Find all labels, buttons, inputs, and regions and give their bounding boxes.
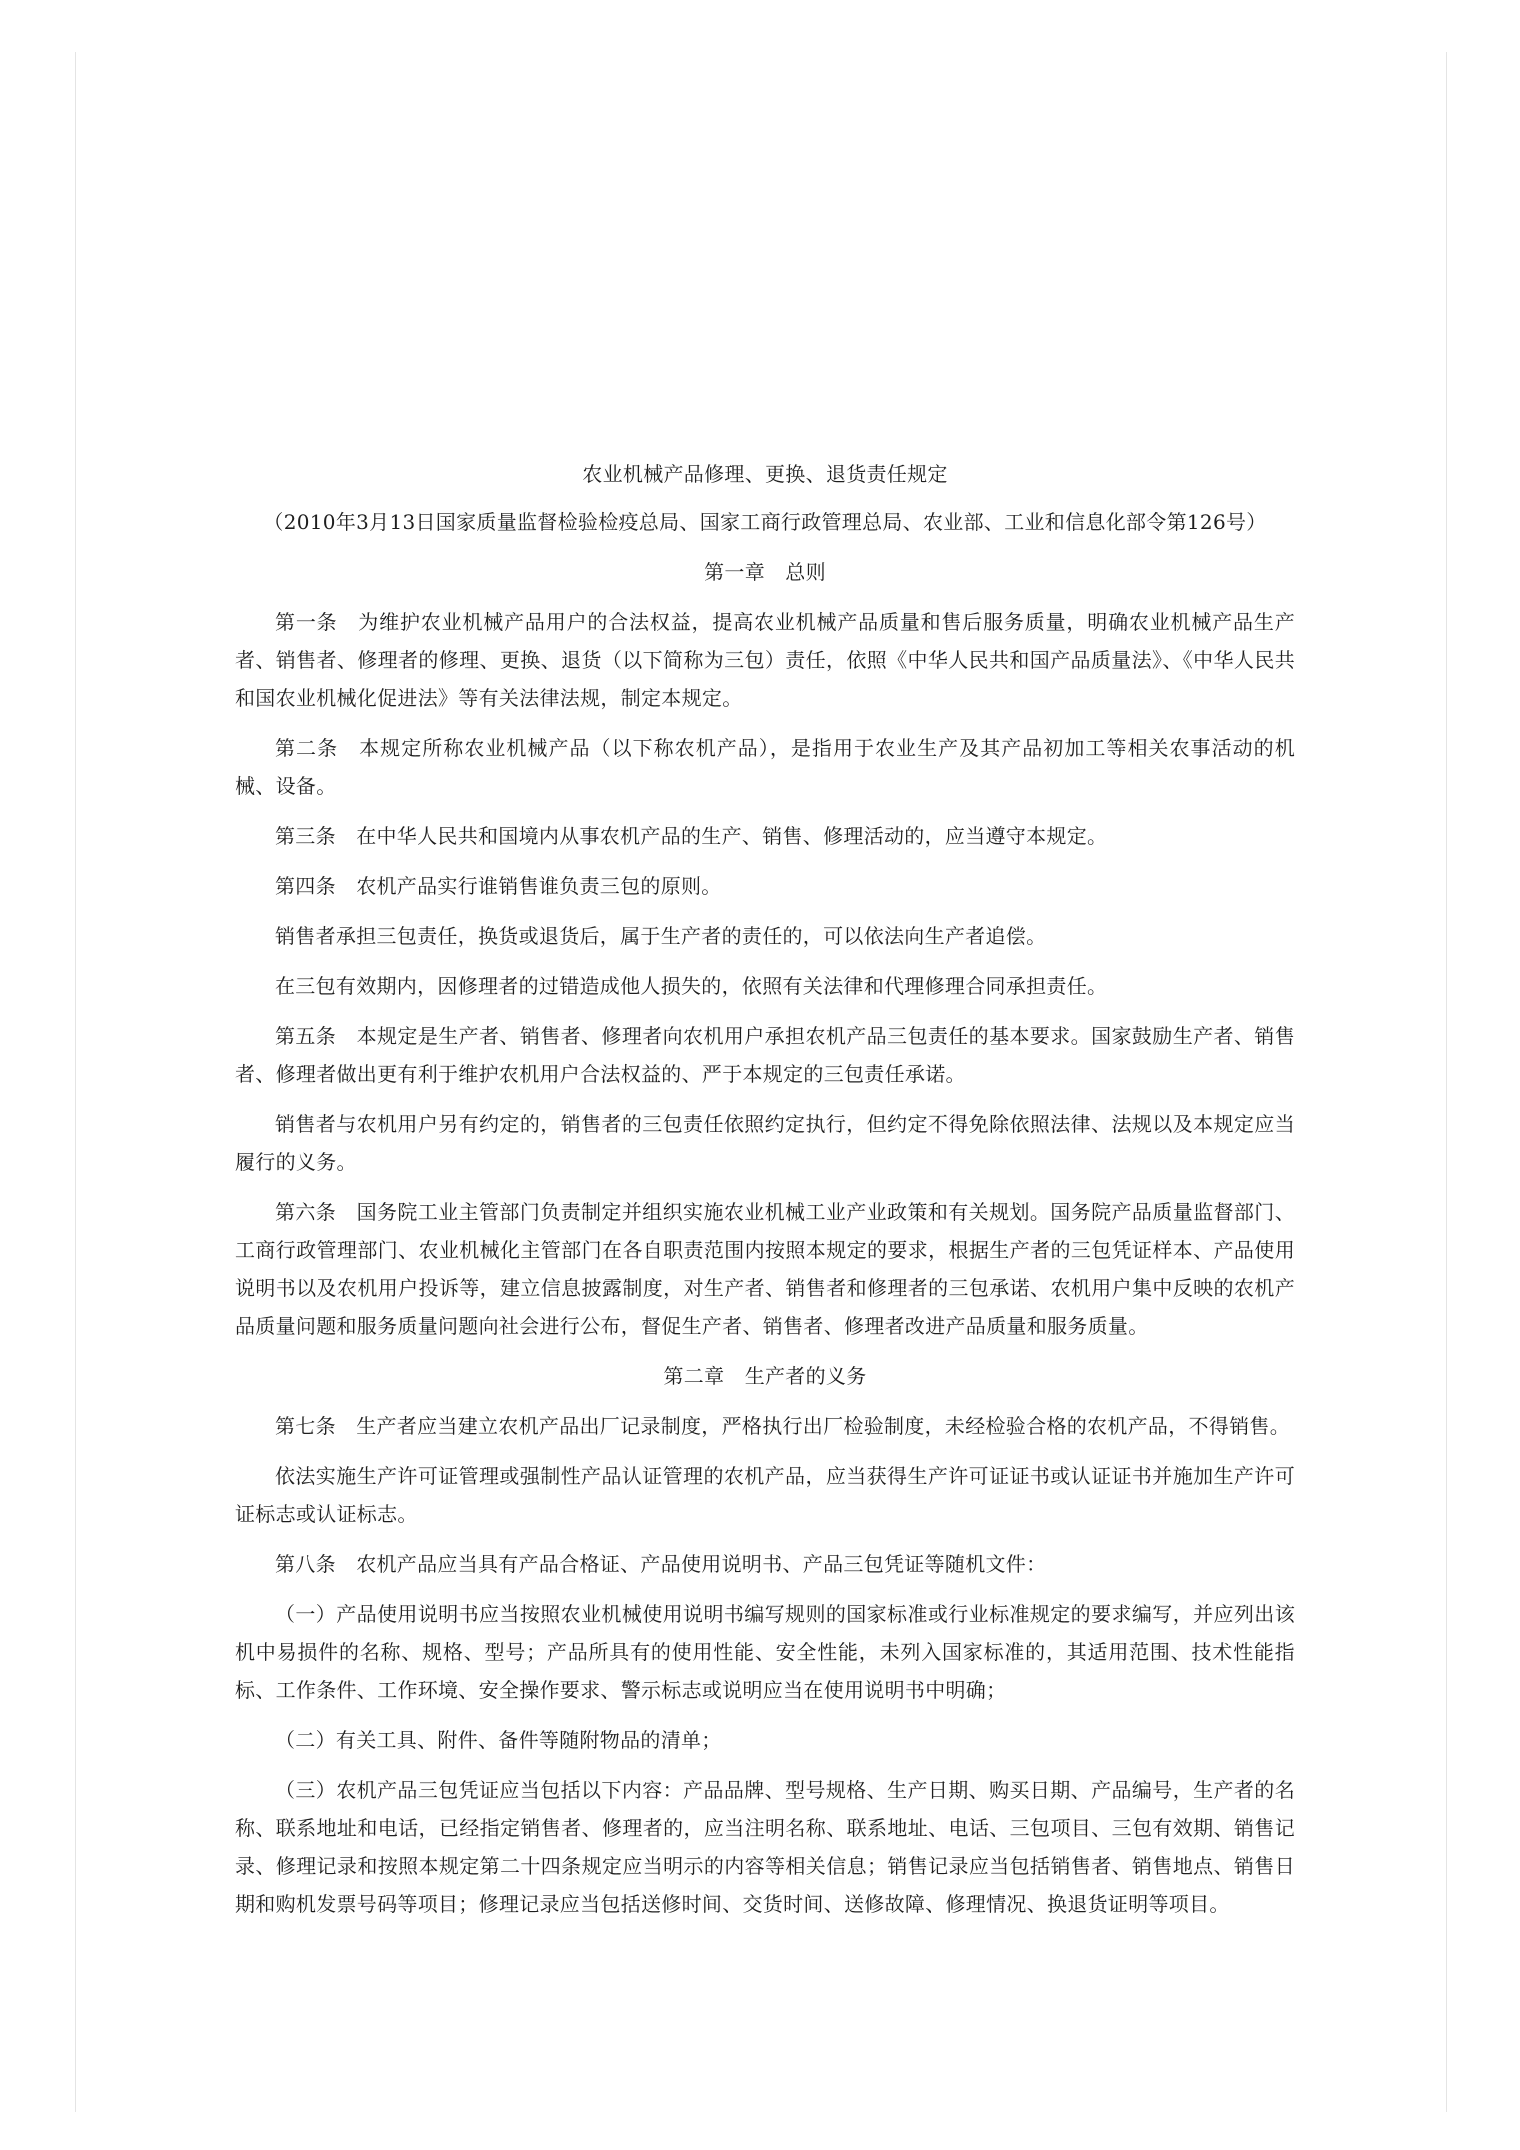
article-paragraph: （一）产品使用说明书应当按照农业机械使用说明书编写规则的国家标准或行业标准规定的要求编写，并应列出该机中易损件的名称、规格、型号；产品所具有的使用性能、安全性能，未列入国家标准的，其适用范围、技术性能指标、工作条件、工作环境、安全操作要求、警示标志或说明应当在使用说明书中明确；: [235, 1602, 1295, 1702]
document-title: 农业机械产品修理、更换、退货责任规定: [582, 462, 948, 486]
article-paragraph: 第七条 生产者应当建立农机产品出厂记录制度，严格执行出厂检验制度，未经检验合格的农机产品，不得销售。: [275, 1414, 1290, 1438]
document-subtitle: （2010年3月13日国家质量监督检验检疫总局、国家工商行政管理总局、农业部、工业和信息化部令第126号）: [263, 510, 1267, 534]
article-paragraph: （三）农机产品三包凭证应当包括以下内容：产品品牌、型号规格、生产日期、购买日期、产品编号，生产者的名称、联系地址和电话，已经指定销售者、修理者的，应当注明名称、联系地址、电话、三包项目、三包有效期、销售记录、修理记录和按照本规定第二十四条规定应当明示的内容等相关信息；销售记录应当包括销售者、销售地点、销售日期和购机发票号码等项目；修理记录应当包括送修时间、交货时间、送修故障、修理情况、换退货证明等项目。: [235, 1778, 1295, 1916]
page-left-border: [75, 52, 76, 2112]
article-paragraph: （二）有关工具、附件、备件等随附物品的清单；: [275, 1728, 722, 1752]
article-paragraph: 第八条 农机产品应当具有产品合格证、产品使用说明书、产品三包凭证等随机文件：: [275, 1552, 1047, 1576]
article-paragraph: 销售者与农机用户另有约定的，销售者的三包责任依照约定执行，但约定不得免除依照法律、法规以及本规定应当履行的义务。: [235, 1112, 1295, 1174]
article-paragraph: 第五条 本规定是生产者、销售者、修理者向农机用户承担农机产品三包责任的基本要求。国家鼓励生产者、销售者、修理者做出更有利于维护农机用户合法权益的、严于本规定的三包责任承诺。: [235, 1024, 1295, 1086]
article-paragraph: 第二条 本规定所称农业机械产品（以下称农机产品），是指用于农业生产及其产品初加工等相关农事活动的机械、设备。: [235, 736, 1295, 798]
article-paragraph: 销售者承担三包责任，换货或退货后，属于生产者的责任的，可以依法向生产者追偿。: [275, 924, 1047, 948]
article-paragraph: 第四条 农机产品实行谁销售谁负责三包的原则。: [275, 874, 722, 898]
article-paragraph: 依法实施生产许可证管理或强制性产品认证管理的农机产品，应当获得生产许可证证书或认证证书并施加生产许可证标志或认证标志。: [235, 1464, 1295, 1526]
chapter-heading: 第二章 生产者的义务: [663, 1364, 867, 1388]
chapter-heading: 第一章 总则: [704, 560, 826, 584]
article-paragraph: 在三包有效期内，因修理者的过错造成他人损失的，依照有关法律和代理修理合同承担责任。: [275, 974, 1108, 998]
page-right-border: [1446, 52, 1447, 2112]
document-body: [235, 455, 1295, 1935]
article-paragraph: 第六条 国务院工业主管部门负责制定并组织实施农业机械工业产业政策和有关规划。国务院产品质量监督部门、工商行政管理部门、农业机械化主管部门在各自职责范围内按照本规定的要求，根据生产者的三包凭证样本、产品使用说明书以及农机用户投诉等，建立信息披露制度，对生产者、销售者和修理者的三包承诺、农机用户集中反映的农机产品质量问题和服务质量问题向社会进行公布，督促生产者、销售者、修理者改进产品质量和服务质量。: [235, 1200, 1295, 1338]
document-sections: [235, 553, 1295, 1923]
article-paragraph: 第一条 为维护农业机械产品用户的合法权益，提高农业机械产品质量和售后服务质量，明确农业机械产品生产者、销售者、修理者的修理、更换、退货（以下简称为三包）责任，依照《中华人民共和国产品质量法》、《中华人民共和国农业机械化促进法》等有关法律法规，制定本规定。: [235, 610, 1295, 710]
article-paragraph: 第三条 在中华人民共和国境内从事农机产品的生产、销售、修理活动的，应当遵守本规定。: [275, 824, 1108, 848]
